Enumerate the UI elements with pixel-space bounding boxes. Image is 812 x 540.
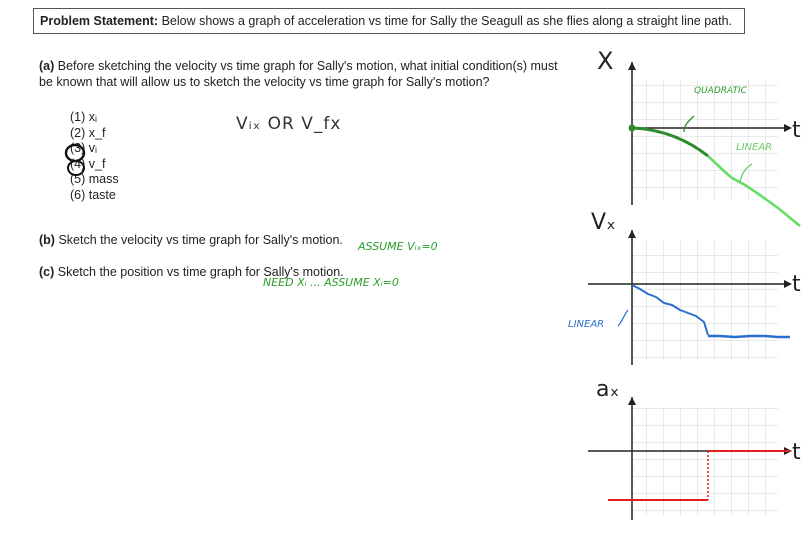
x-graph-axis-label: X (597, 47, 614, 75)
v-graph-time-label: t (792, 272, 801, 297)
part-c-text: Sketch the position vs time graph for Sally's motion. (57, 265, 344, 279)
option-3: (3) vᵢ (70, 141, 97, 155)
circle-option-3 (66, 145, 84, 161)
option-5: (5) mass (70, 172, 119, 186)
part-a-label: (a) (39, 59, 55, 73)
velocity-graph (588, 230, 792, 365)
position-y-arrow (628, 62, 636, 70)
handwritten-answer-a: Vᵢₓ OR V_fx (236, 114, 342, 134)
x-graph-time-label: t (792, 118, 801, 143)
circle-option-4 (68, 161, 84, 175)
option-4: (4) v_f (70, 156, 106, 171)
part-c-label: (c) (39, 265, 55, 279)
part-a-line2: be known that will allow us to sketch the velocity vs time graph for Sally's motion? (39, 75, 490, 89)
option-6: (6) taste (70, 187, 116, 202)
velocity-t-arrow (784, 280, 792, 288)
handwritten-assume-b: ASSUME Vᵢₓ=0 (358, 240, 438, 253)
a-graph-time-label: t (792, 440, 801, 465)
part-b-text: Sketch the velocity vs time graph for Sally's motion. (58, 233, 343, 247)
acceleration-graph (588, 397, 792, 520)
handwritten-linear-v: LINEAR (568, 319, 605, 330)
option-2: (2) x_f (70, 125, 106, 140)
linear-pointer-v (618, 310, 628, 326)
a-graph-axis-label: aₓ (596, 377, 620, 402)
position-graph (628, 62, 800, 226)
part-b-label: (b) (39, 233, 55, 247)
handwritten-need-c: NEED Xᵢ ... ASSUME Xᵢ=0 (263, 276, 399, 289)
position-t-arrow (784, 124, 792, 132)
position-grid (632, 80, 778, 200)
v-graph-axis-label: Vₓ (591, 210, 616, 235)
problem-text: Below shows a graph of acceleration vs time for Sally the Seagull as she flies along a straight line path. (161, 14, 733, 28)
velocity-constant (708, 336, 790, 337)
problem-label: Problem Statement: (40, 14, 159, 28)
velocity-y-arrow (628, 230, 636, 238)
option-1: (1) xᵢ (70, 110, 97, 124)
velocity-grid (632, 240, 778, 360)
acceleration-y-arrow (628, 397, 636, 405)
part-a-line1: Before sketching the velocity vs time graph for Sally's motion, what initial condition(s) must (57, 59, 558, 73)
